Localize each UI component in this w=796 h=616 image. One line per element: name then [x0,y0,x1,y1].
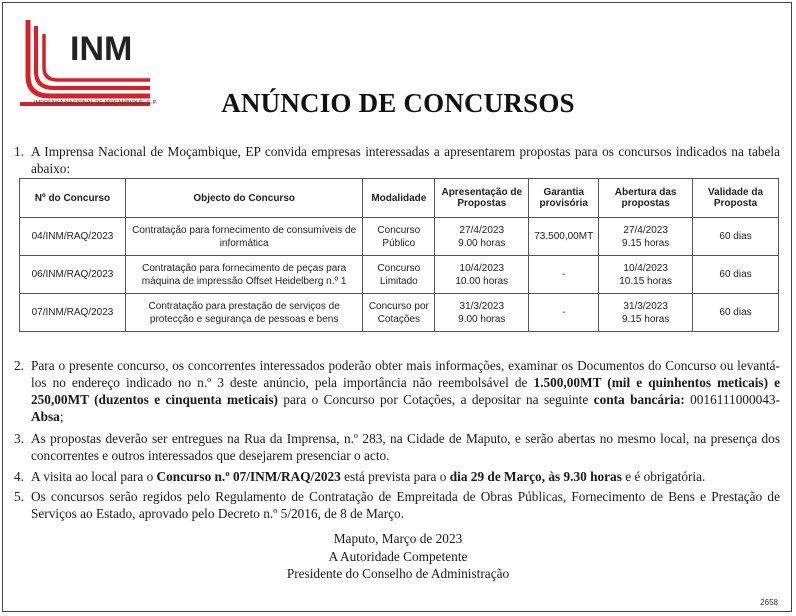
apresentacao-hora: 9.00 horas [458,313,506,325]
apresentacao-data: 10/4/2023 [459,262,505,274]
abertura-hora: 9.15 horas [622,313,670,325]
table-row [20,294,779,332]
cell-validade: 60 dias [693,218,779,256]
page-number: 2658 [760,598,778,607]
cell-abertura [599,256,693,294]
paragraph-text: A Imprensa Nacional de Moçambique, EP convida empresas interessadas a apresentarem propostas para os concursos indicados na tabela abaixo: [31,144,780,176]
abertura-data: 27/4/2023 [623,224,668,236]
cell-apresentacao [435,256,529,294]
cell-modalidade: Concurso por Cotações [363,294,435,332]
site-visit-tender: Concurso n.º 07/INM/RAQ/2023 [156,469,341,484]
paragraph-3 [14,430,780,464]
apresentacao-data: 27/4/2023 [459,224,505,236]
header-objecto: Objecto do Concurso [125,179,362,218]
cell-abertura [599,218,693,256]
apresentacao-data: 31/3/2023 [459,300,505,312]
cell-garantia: - [529,294,599,332]
tenders-table [19,178,779,332]
cell-objecto: Contratação para prestação de serviços de protecção e segurança de pessoas e bens [125,294,362,332]
cell-apresentacao [435,294,529,332]
cell-validade: 60 dias [693,294,779,332]
paragraph-1 [14,143,780,177]
logo-tagline: IMPRENSA NACIONAL DE MOÇAMBIQUE, E.P. [34,100,158,106]
header-garantia: Garantia provisória [529,179,599,218]
signature-block [0,530,796,583]
paragraph-text: As propostas deverão ser entregues na Rua da Imprensa, n.º 283, na Cidade de Maputo, e serão abertas no mesmo local, na presença dos concorrentes e outros interessados que desejarem presenciar o acto. [31,431,780,463]
paragraph-text: Os concursos serão regidos pelo Regulamento de Contratação de Empreitada de Obras Públicas, Fornecimento de Bens e Prestação de Serviços ao Estado, aprovado pelo Decreto n.º 5/2016, de 8 de Março. [31,489,780,521]
cell-modalidade: Concurso Público [363,218,435,256]
paragraph-number: 2. [14,358,24,373]
cell-apresentacao [435,218,529,256]
cell-modalidade: Concurso Limitado [363,256,435,294]
signature-authority: A Autoridade Competente [328,548,468,564]
paragraph-text: A visita ao local para o Concurso n.º 07/INM/RAQ/2023 está prevista para o dia 29 de Março, às 9.30 horas e é obrigatória. [31,469,706,484]
table-header-row [20,179,779,218]
paragraph-text: Para o presente concurso, os concorrentes interessados poderão obter mais informações, examinar os Documentos do Concurso ou levantá-los no endereço indicado no n.º 3 deste anúncio, pela importância não reembolsável de 1.500,00MT (mil e quinhentos meticais) e 250,00MT (duzentos e cinquenta meticais) para o Concurso por Cotações, a depositar na seguinte conta bancária: 0016111000043- Absa; [31,358,781,424]
abertura-data: 10/4/2023 [623,262,668,274]
header-modalidade: Modalidade [363,179,435,218]
cell-numero: 04/INM/RAQ/2023 [20,218,126,256]
cell-numero: 07/INM/RAQ/2023 [20,294,126,332]
page-title: ANÚNCIO DE CONCURSOS [221,88,575,118]
fee-amount: 1.500,00MT (mil e quinhentos meticais) e 250,00MT (duzentos e cinquenta meticais) [31,375,780,407]
abertura-hora: 10.15 horas [619,275,673,287]
cell-objecto: Contratação para fornecimento de consumíveis de informática [125,218,362,256]
signature-role: Presidente do Conselho de Administração [286,566,510,581]
header-abertura: Abertura das propostas [599,179,693,218]
paragraph-number: 3. [14,431,24,446]
cell-numero: 06/INM/RAQ/2023 [20,256,126,294]
apresentacao-hora: 9.00 horas [458,237,506,249]
header-validade: Validade da Proposta [693,179,779,218]
paragraph-number: 4. [14,469,24,484]
paragraph-2 [14,357,780,425]
bank-account-number: 0016111000043- [684,392,781,407]
bank-name: Absa [31,409,60,424]
paragraph-number: 1. [14,144,24,159]
signature-place-date: Maputo, Março de 2023 [333,531,463,546]
paragraph-4 [14,468,780,485]
abertura-data: 31/3/2023 [623,300,668,312]
cell-garantia: - [529,256,599,294]
table-row [20,218,779,256]
apresentacao-hora: 10.00 horas [455,275,509,287]
cell-garantia: 73.500,00MT [529,218,599,256]
paragraph-5 [14,488,780,522]
bank-account-label: conta bancária: [593,392,685,407]
abertura-hora: 9.15 horas [622,237,670,249]
header-numero: Nº do Concurso [20,179,126,218]
logo-wordmark: INM [70,30,133,68]
cell-objecto: Contratação para fornecimento de peças para máquina de impressão Offset Heidelberg n.º 1 [125,256,362,294]
cell-validade: 60 dias [693,256,779,294]
header-apresentacao: Apresentação de Propostas [435,179,529,218]
paragraph-number: 5. [14,489,24,504]
site-visit-date: dia 29 de Março, às 9.30 horas [449,469,622,484]
table-row [20,256,779,294]
cell-abertura [599,294,693,332]
